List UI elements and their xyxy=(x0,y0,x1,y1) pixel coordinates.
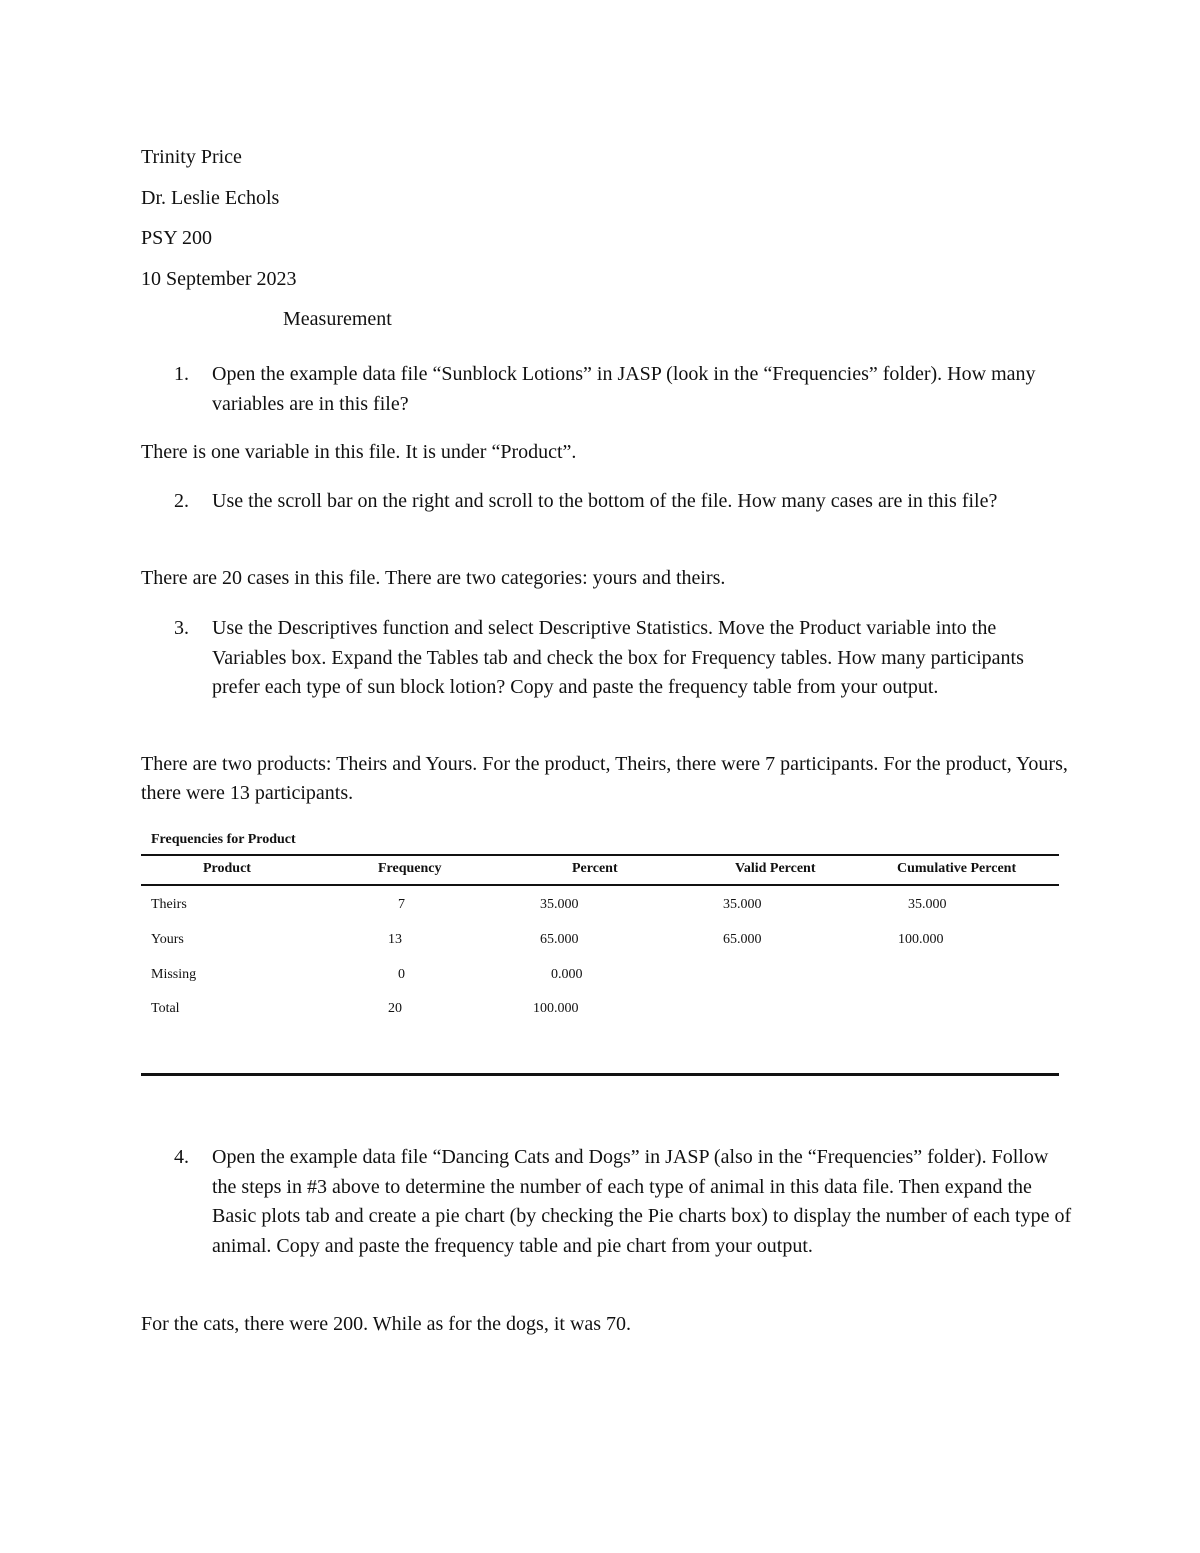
table-cell: 35.000 xyxy=(908,897,947,912)
table-top-rule xyxy=(141,854,1059,856)
question-number: 3. xyxy=(174,617,189,639)
document-date: 10 September 2023 xyxy=(141,268,297,290)
table-header-rule xyxy=(141,884,1059,886)
question-text: Open the example data file “Dancing Cats and Dogs” in JASP (also in the “Frequencies” folder). Follow the steps in #3 above to determine the number of each type of animal in this data file. Then expand the Basic plots tab and create a pie chart (by checking the Pie charts box) to display the number of each type of animal. Copy and paste the frequency table and pie chart from your output. xyxy=(212,1146,1072,1257)
course-code: PSY 200 xyxy=(141,227,212,249)
table-cell: 0 xyxy=(398,967,405,982)
question-text: Use the scroll bar on the right and scroll to the bottom of the file. How many cases are in this file? xyxy=(212,490,998,512)
student-name: Trinity Price xyxy=(141,146,242,168)
table-cell: Total xyxy=(151,1001,180,1016)
table-cell: 35.000 xyxy=(540,897,579,912)
col-header-cumulative-percent: Cumulative Percent xyxy=(897,861,1017,876)
question-number: 4. xyxy=(174,1146,189,1168)
col-header-valid-percent: Valid Percent xyxy=(735,861,816,876)
table-cell: 65.000 xyxy=(540,932,579,947)
answer-4: For the cats, there were 200. While as for the dogs, it was 70. xyxy=(141,1313,632,1335)
answer-1: There is one variable in this file. It is under “Product”. xyxy=(141,441,577,463)
col-header-percent: Percent xyxy=(572,861,618,876)
document-title: Measurement xyxy=(283,308,392,330)
table-cell: 65.000 xyxy=(723,932,762,947)
table-cell: Yours xyxy=(151,932,184,947)
col-header-product: Product xyxy=(203,861,251,876)
question-number: 2. xyxy=(174,490,189,512)
table-cell: 13 xyxy=(388,932,402,947)
table-cell: 100.000 xyxy=(898,932,944,947)
table-cell: 20 xyxy=(388,1001,402,1016)
question-number: 1. xyxy=(174,363,189,385)
answer-2: There are 20 cases in this file. There are two categories: yours and theirs. xyxy=(141,567,726,589)
col-header-frequency: Frequency xyxy=(378,861,442,876)
question-text: Open the example data file “Sunblock Lotions” in JASP (look in the “Frequencies” folder). How many variables are in this file? xyxy=(212,363,1036,415)
table-bottom-rule xyxy=(141,1073,1059,1076)
table-cell: 100.000 xyxy=(533,1001,579,1016)
table-cell: Missing xyxy=(151,967,197,982)
table-cell: 7 xyxy=(398,897,405,912)
table-cell: 0.000 xyxy=(551,967,583,982)
instructor-name: Dr. Leslie Echols xyxy=(141,187,280,209)
table-title: Frequencies for Product xyxy=(151,832,296,847)
table-cell: Theirs xyxy=(151,897,187,912)
question-text: Use the Descriptives function and select Descriptive Statistics. Move the Product variable into the Variables box. Expand the Tables tab and check the box for Frequency tables. How many participants prefer each type of sun block lotion? Copy and paste the frequency table from your output. xyxy=(212,617,1024,698)
table-cell: 35.000 xyxy=(723,897,762,912)
answer-3: There are two products: Theirs and Yours. For the product, Theirs, there were 7 participants. For the product, Yours, there were 13 participants. xyxy=(141,753,1068,804)
